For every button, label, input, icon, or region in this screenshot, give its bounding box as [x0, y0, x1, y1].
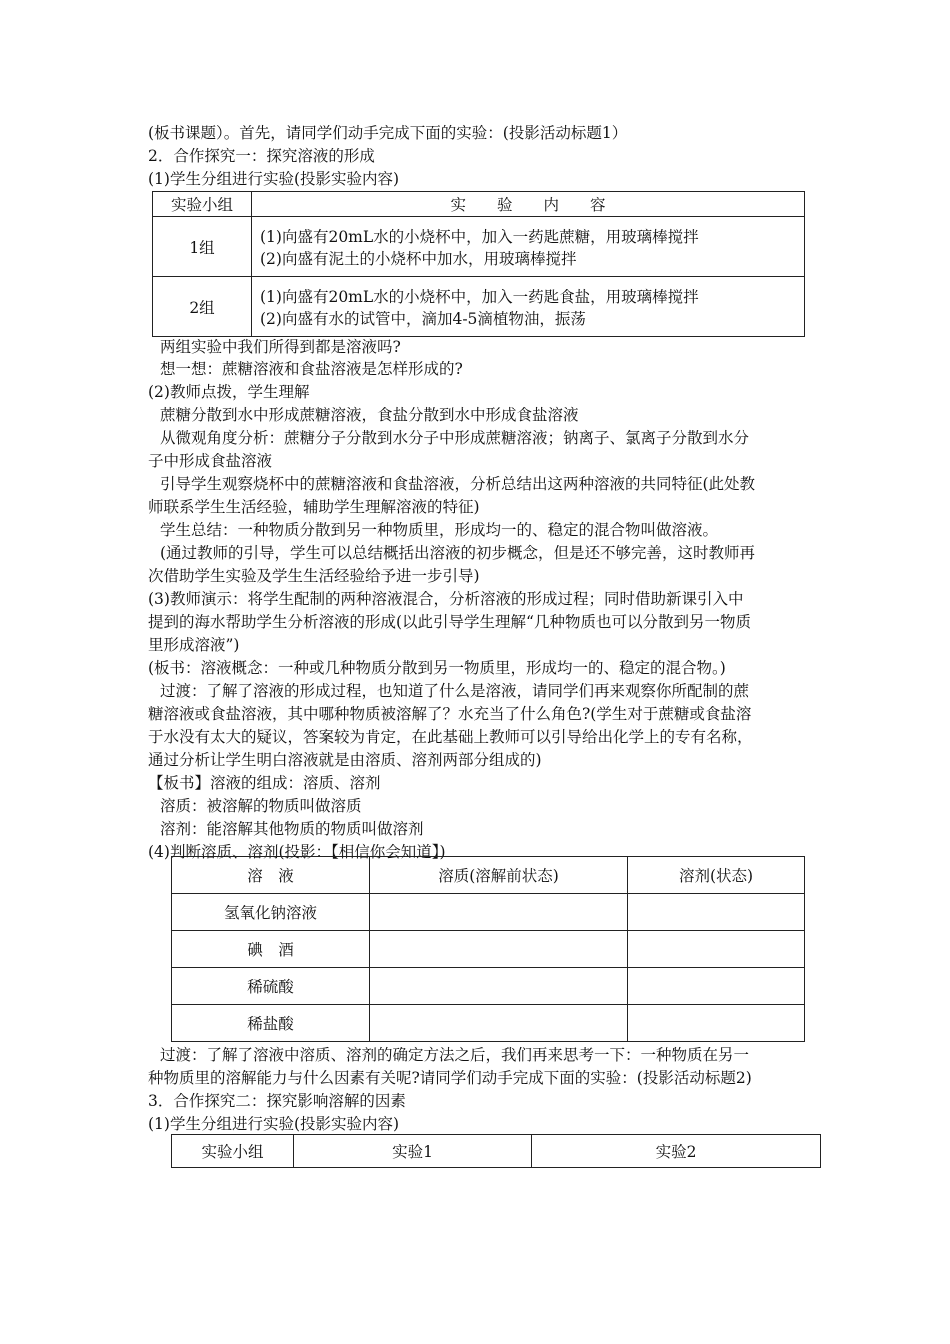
- table-header-cell: 溶剂(状态): [628, 857, 805, 894]
- step-line: (1)学生分组进行实验(投影实验内容): [148, 1115, 400, 1133]
- paragraph: 过渡：了解了溶液的形成过程，也知道了什么是溶液，请同学们再来观察你所配制的蔗: [160, 682, 750, 700]
- paragraph: 溶剂：能溶解其他物质的物质叫做溶剂: [160, 820, 424, 838]
- table-row: [172, 1005, 805, 1042]
- paragraph: 种物质里的溶解能力与什么因素有关呢?请同学们动手完成下面的实验：(投影活动标题2): [148, 1069, 752, 1087]
- paragraph: (4)判断溶质、溶剂(投影：【相信你会知道】): [148, 843, 446, 861]
- experiment-item: (1)向盛有20mL水的小烧杯中，加入一药匙食盐，用玻璃棒搅拌: [260, 287, 699, 306]
- empty-cell: [370, 1005, 628, 1042]
- table-header-row: [153, 192, 805, 217]
- experiment-item: (1)向盛有20mL水的小烧杯中，加入一药匙蔗糖，用玻璃棒搅拌: [260, 227, 699, 246]
- paragraph: 学生总结：一种物质分散到另一种物质里，形成均一的、稳定的混合物叫做溶液。: [160, 521, 719, 539]
- group-cell: 2组: [153, 277, 252, 337]
- section-heading: 3．合作探究二：探究影响溶解的因素: [148, 1092, 406, 1110]
- experiment-table-1: [152, 191, 805, 337]
- intro-line: (板书课题）。首先，请同学们动手完成下面的实验：(投影活动标题1）: [148, 124, 628, 142]
- paragraph: 里形成溶液”): [148, 636, 240, 654]
- paragraph: 次借助学生实验及学生生活经验给予进一步引导): [148, 567, 480, 585]
- table-header-cell: 溶质(溶解前状态): [370, 857, 628, 894]
- table-row: [153, 277, 805, 337]
- solute-solvent-table: [171, 856, 805, 1042]
- content-cell: [252, 217, 805, 277]
- empty-cell: [370, 894, 628, 931]
- table-row: [172, 968, 805, 1005]
- table-row: [153, 217, 805, 277]
- paragraph: 从微观角度分析：蔗糖分子分散到水分子中形成蔗糖溶液；钠离子、氯离子分散到水分: [160, 429, 750, 447]
- table-header-cell: 实验2: [532, 1135, 821, 1168]
- paragraph: 引导学生观察烧杯中的蔗糖溶液和食盐溶液，分析总结出这两种溶液的共同特征(此处教: [160, 475, 756, 493]
- section-heading: 2．合作探究一：探究溶液的形成: [148, 147, 375, 165]
- paragraph: 通过分析让学生明白溶液就是由溶质、溶剂两部分组成的): [148, 751, 542, 769]
- paragraph: (3)教师演示：将学生配制的两种溶液混合，分析溶液的形成过程；同时借助新课引入中: [148, 590, 744, 608]
- paragraph: (通过教师的引导，学生可以总结概括出溶液的初步概念，但是还不够完善，这时教师再: [160, 544, 756, 562]
- experiment-table-2: [171, 1134, 821, 1168]
- paragraph: 【板书】溶液的组成：溶质、溶剂: [148, 774, 381, 792]
- paragraph: 溶质：被溶解的物质叫做溶质: [160, 797, 362, 815]
- empty-cell: [628, 968, 805, 1005]
- paragraph: 过渡：了解了溶液中溶质、溶剂的确定方法之后，我们再来思考一下：一种物质在另一: [160, 1046, 750, 1064]
- table-header-row: [172, 857, 805, 894]
- table-row: [172, 931, 805, 968]
- step-line: (1)学生分组进行实验(投影实验内容): [148, 170, 400, 188]
- experiment-item: (2)向盛有泥土的小烧杯中加水，用玻璃棒搅拌: [260, 249, 577, 268]
- paragraph: 于水没有太大的疑议，答案较为肯定，在此基础上教师可以引导给出化学上的专有名称，: [148, 728, 753, 746]
- paragraph: 想一想：蔗糖溶液和食盐溶液是怎样形成的?: [160, 360, 463, 378]
- empty-cell: [370, 931, 628, 968]
- empty-cell: [628, 894, 805, 931]
- experiment-item: (2)向盛有水的试管中，滴加4-5滴植物油，振荡: [260, 309, 586, 328]
- table-header-row: [172, 1135, 821, 1168]
- empty-cell: [628, 1005, 805, 1042]
- empty-cell: [628, 931, 805, 968]
- solution-cell: 稀盐酸: [172, 1005, 370, 1042]
- group-cell: 1组: [153, 217, 252, 277]
- paragraph: (板书：溶液概念：一种或几种物质分散到另一物质里，形成均一的、稳定的混合物。): [148, 659, 726, 677]
- paragraph: 两组实验中我们所得到都是溶液吗?: [160, 338, 401, 356]
- paragraph: (2)教师点拨，学生理解: [148, 383, 310, 401]
- table-row: [172, 894, 805, 931]
- paragraph: 蔗糖分散到水中形成蔗糖溶液，食盐分散到水中形成食盐溶液: [160, 406, 579, 424]
- paragraph: 师联系学生生活经验，辅助学生理解溶液的特征): [148, 498, 480, 516]
- table-header-cell: 实验小组: [172, 1135, 294, 1168]
- paragraph: 提到的海水帮助学生分析溶液的形成(以此引导学生理解“几种物质也可以分散到另一物质: [148, 613, 751, 631]
- solution-cell: 碘 酒: [172, 931, 370, 968]
- solution-cell: 稀硫酸: [172, 968, 370, 1005]
- table-header-cell: 实 验 内 容: [252, 192, 805, 217]
- content-cell: [252, 277, 805, 337]
- paragraph: 子中形成食盐溶液: [148, 452, 273, 470]
- paragraph: 糖溶液或食盐溶液，其中哪种物质被溶解了？水充当了什么角色?(学生对于蔗糖或食盐溶: [148, 705, 752, 723]
- table-header-cell: 实验小组: [153, 192, 252, 217]
- table-header-cell: 实验1: [294, 1135, 532, 1168]
- table-header-cell: 溶 液: [172, 857, 370, 894]
- empty-cell: [370, 968, 628, 1005]
- solution-cell: 氢氧化钠溶液: [172, 894, 370, 931]
